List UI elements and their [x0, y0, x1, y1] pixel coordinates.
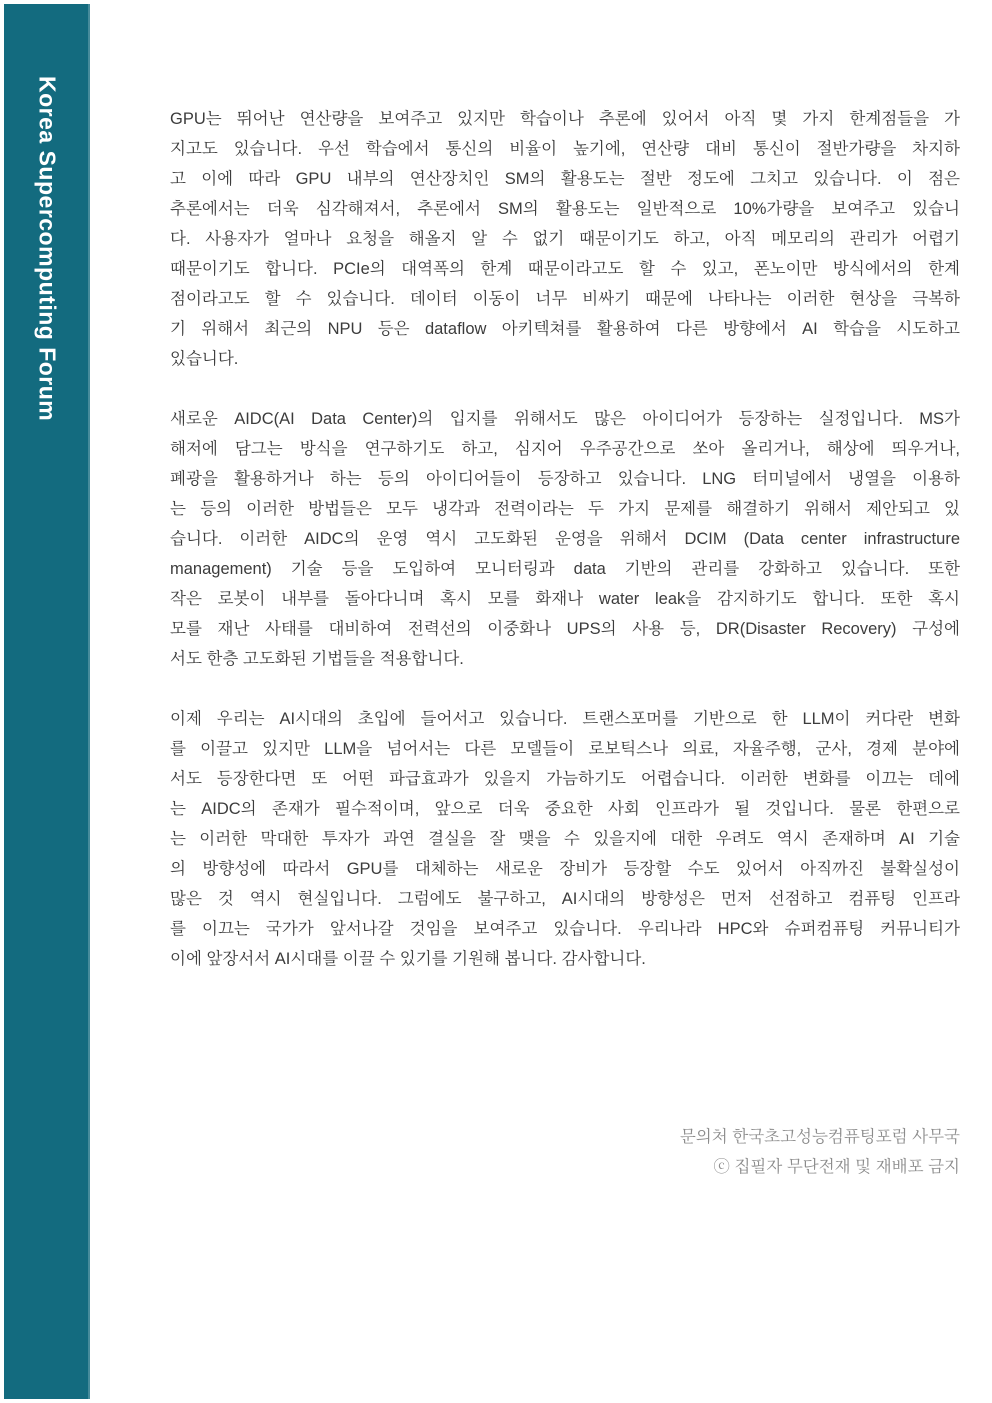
brand-sidebar: [4, 4, 90, 1399]
paragraph-line: 작은 로봇이 내부를 돌아다니며 혹시 모를 화재나 water leak을 감지하기도 합니다. 또한 혹시: [170, 590, 960, 608]
paragraph-line: 있습니다.: [170, 350, 239, 368]
paragraph-line: management) 기술 등을 도입하여 모니터링과 data 기반의 관리를 강화하고 있습니다. 또한: [170, 560, 960, 578]
paragraph-line: 습니다. 이러한 AIDC의 운영 역시 고도화된 운영을 위해서 DCIM (Data center infrastructure: [170, 530, 960, 548]
document-content: [170, 104, 960, 1182]
paragraph-line: 를 이끄는 국가가 앞서나갈 것임을 보여주고 있습니다. 우리나라 HPC와 슈퍼컴퓨팅 커뮤니티가: [170, 920, 960, 938]
paragraph-line: 이제 우리는 AI시대의 초입에 들어서고 있습니다. 트랜스포머를 기반으로 한 LLM이 커다란 변화: [170, 710, 960, 728]
paragraph-line: GPU는 뛰어난 연산량을 보여주고 있지만 학습이나 추론에 있어서 아직 몇 가지 한계점들을 가: [170, 110, 960, 128]
footer-copyright-line: ⓒ 집필자 무단전재 및 재배포 금지: [713, 1158, 960, 1176]
paragraph-line: 서도 등장한다면 또 어떤 파급효과가 있을지 가늠하기도 어렵습니다. 이러한 변화를 이끄는 데에: [170, 770, 960, 788]
paragraph-line: 다. 사용자가 얼마나 요청을 해올지 알 수 없기 때문이기도 하고, 아직 메모리의 관리가 어렵기: [170, 230, 960, 248]
paragraph-line: 를 이끌고 있지만 LLM을 넘어서는 다른 모델들이 로보틱스나 의료, 자율주행, 군사, 경제 분야에: [170, 740, 960, 758]
paragraph-line: 지고도 있습니다. 우선 학습에서 통신의 비율이 높기에, 연산량 대비 통신이 절반가량을 차지하: [170, 140, 960, 158]
paragraph-line: 추론에서는 더욱 심각해져서, 추론에서 SM의 활용도는 일반적으로 10%가량을 보여주고 있습니: [170, 200, 960, 218]
paragraph: [170, 404, 960, 674]
paragraph-line: 때문이기도 합니다. PCIe의 대역폭의 한계 때문이라고도 할 수 있고, 폰노이만 방식에서의 한계: [170, 260, 960, 278]
paragraph-line: 이에 앞장서서 AI시대를 이끌 수 있기를 기원해 봅니다. 감사합니다.: [170, 950, 646, 968]
paragraph: [170, 104, 960, 374]
document-footer: [170, 1122, 960, 1182]
paragraph-line: 기 위해서 최근의 NPU 등은 dataflow 아키텍쳐를 활용하여 다른 방향에서 AI 학습을 시도하고: [170, 320, 960, 338]
body-paragraphs: [170, 104, 960, 974]
paragraph-line: 새로운 AIDC(AI Data Center)의 입지를 위해서도 많은 아이디어가 등장하는 실정입니다. MS가: [170, 410, 960, 428]
paragraph-line: 많은 것 역시 현실입니다. 그럼에도 불구하고, AI시대의 방향성은 먼저 선점하고 컴퓨팅 인프라: [170, 890, 960, 908]
paragraph-line: 서도 한층 고도화된 기법들을 적용합니다.: [170, 650, 464, 668]
paragraph-line: 는 AIDC의 존재가 필수적이며, 앞으로 더욱 중요한 사회 인프라가 될 것입니다. 물론 한편으로: [170, 800, 960, 818]
paragraph-line: 해저에 담그는 방식을 연구하기도 하고, 심지어 우주공간으로 쏘아 올리거나, 해상에 띄우거나,: [170, 440, 960, 458]
paragraph-line: 고 이에 따라 GPU 내부의 연산장치인 SM의 활용도는 절반 정도에 그치고 있습니다. 이 점은: [170, 170, 960, 188]
paragraph-line: 모를 재난 사태를 대비하여 전력선의 이중화나 UPS의 사용 등, DR(Disaster Recovery) 구성에: [170, 620, 960, 638]
paragraph-line: 폐광을 활용하거나 하는 등의 아이디어들이 등장하고 있습니다. LNG 터미널에서 냉열을 이용하: [170, 470, 960, 488]
paragraph: [170, 704, 960, 974]
brand-vertical-text: Korea Supercomputing Forum: [34, 76, 61, 422]
paragraph-line: 는 등의 이러한 방법들은 모두 냉각과 전력이라는 두 가지 문제를 해결하기 위해서 제안되고 있: [170, 500, 960, 518]
paragraph-line: 는 이러한 막대한 투자가 과연 결실을 잘 맺을 수 있을지에 대한 우려도 역시 존재하며 AI 기술: [170, 830, 960, 848]
footer-contact-line: 문의처 한국초고성능컴퓨팅포럼 사무국: [679, 1128, 960, 1146]
paragraph-line: 의 방향성에 따라서 GPU를 대체하는 새로운 장비가 등장할 수도 있어서 아직까진 불확실성이: [170, 860, 960, 878]
paragraph-line: 점이라고도 할 수 있습니다. 데이터 이동이 너무 비싸기 때문에 나타나는 이러한 현상을 극복하: [170, 290, 960, 308]
